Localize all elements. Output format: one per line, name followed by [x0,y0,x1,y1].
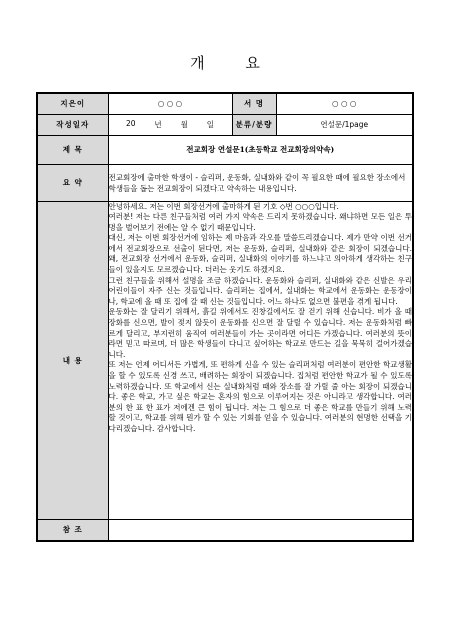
content-paragraph: 여러분! 저는 다른 친구들처럼 여러 가지 약속은 드리지 못하겠습니다. 왜냐하면 모든 일은 투명을 벌어보기 전에는 알 수 없기 때문입니다. [108,212,412,232]
content-body [108,201,413,519]
author-value: ○ ○ ○ [108,93,232,114]
date-row [37,114,413,135]
date-day-unit: 일 [206,120,215,129]
document-title: 개 요 [190,54,278,72]
category-value: 연설문/1page [276,114,413,135]
reference-row [37,519,413,541]
content-row [37,201,413,519]
content-paragraph: 안녕하세요. 저는 이번 회장선거에 출마하게 된 기호 ◇번 ○○○입니다. [108,201,339,211]
subject-value: 전교회장 연설문1(초등학교 전교회장의약속) [108,135,413,164]
name-label: 서 명 [232,93,276,114]
author-label: 지은이 [37,93,108,114]
reference-value [108,519,413,541]
subject-label: 제 목 [37,135,108,164]
summary-label: 요 약 [37,164,108,201]
author-row [37,93,413,114]
category-label: 분류/분량 [232,114,276,135]
content-paragraph: 또 저는 언제 어디서든 가볍게, 또 편하게 신을 수 있는 슬리퍼처럼 여러분이 편안한 학교생활을 할 수 있도록 신경 쓰고, 배려하는 회장이 되겠습니다. 집처럼 편안한 학교가 될 수 있도록 노력하겠습니다. 또 학교에서 신는 실내화처럼 때와 장소를 잘 가릴 줄 아는 회장이 되겠습니다. 좋은 학교, 가고 싶은 학교는 혼자의 힘으로 이루어지는 것은 아니라고 생각합니다. 여러분의 한 표 한 표가 저에겐 큰 힘이 됩니다. 저는 그 힘으로 더 좋은 학교를 만들기 위해 노력할 것이고, 학교를 위해 뭔가 할 수 있는 기회를 얻을 수 있습니다. 여러분의 현명한 선택을 기다리겠습니다. 감사합니다. [108,360,412,433]
date-label: 작성일자 [37,114,108,135]
content-paragraph: 그런 친구들을 위해서 설명을 조금 하겠습니다. 운동화와 슬리퍼, 실내화와 같은 신발은 우리 어린이들이 자주 신는 것들입니다. 슬리퍼는 집에서, 실내화는 학교에서 운동화는 운동장이나, 학교에 올 때 또 집에 갈 때 신는 것들입니다. 어느 하나도 없으면 불편을 겪게 됩니다. [108,275,412,306]
summary-row [37,164,413,201]
content-paragraph: 대신, 저는 이번 회장선거에 임하는 제 마음과 각오를 말씀드리겠습니다. 제가 만약 이번 선거에서 전교회장으로 선출이 된다면, 저는 운동화, 슬리퍼, 실내화와 같은 회장이 되겠습니다. 왜, 전교회장 선거에서 운동화, 슬리퍼, 실내화의 이야기를 하느냐고 의아하게 생각하는 친구들이 있을지도 모르겠습니다. 더러는 웃기도 하겠지요. [108,233,412,275]
date-year: 20 [125,119,136,128]
date-year-unit: 년 [154,120,162,129]
subject-row [37,135,413,164]
content-paragraph: 운동화는 잘 달리기 위해서, 흙길 위에서도 진창길에서도 잘 걷기 위해 신습니다. 비가 올 때 장화를 신으면, 발이 젖지 않듯이 운동화를 신으면 잘 달릴 수 있습니다. 저는 운동화처럼 빠르게 달리고, 부지런히 움직여 여러분들이 가는 곳이라면 어디든 가겠습니다. 여러분의 뜻이라면 믿고 따르며, 더 많은 학생들이 다니고 싶어하는 학교로 만드는 길을 묵묵히 걸어가겠습니다. [108,307,412,359]
overview-form [36,92,414,542]
summary-value: 전교회장에 출마한 학생이 - 슬리퍼, 운동화, 실내화와 같이 꼭 필요한 때에 필요한 장소에서 학생들을 돕는 전교회장이 되겠다고 약속하는 내용입니다. [108,164,413,201]
date-month-unit: 월 [180,120,188,129]
content-label: 내 용 [37,201,108,519]
reference-label: 참 조 [37,519,108,541]
date-value [108,114,232,135]
name-value: ○ ○ ○ [276,93,413,114]
